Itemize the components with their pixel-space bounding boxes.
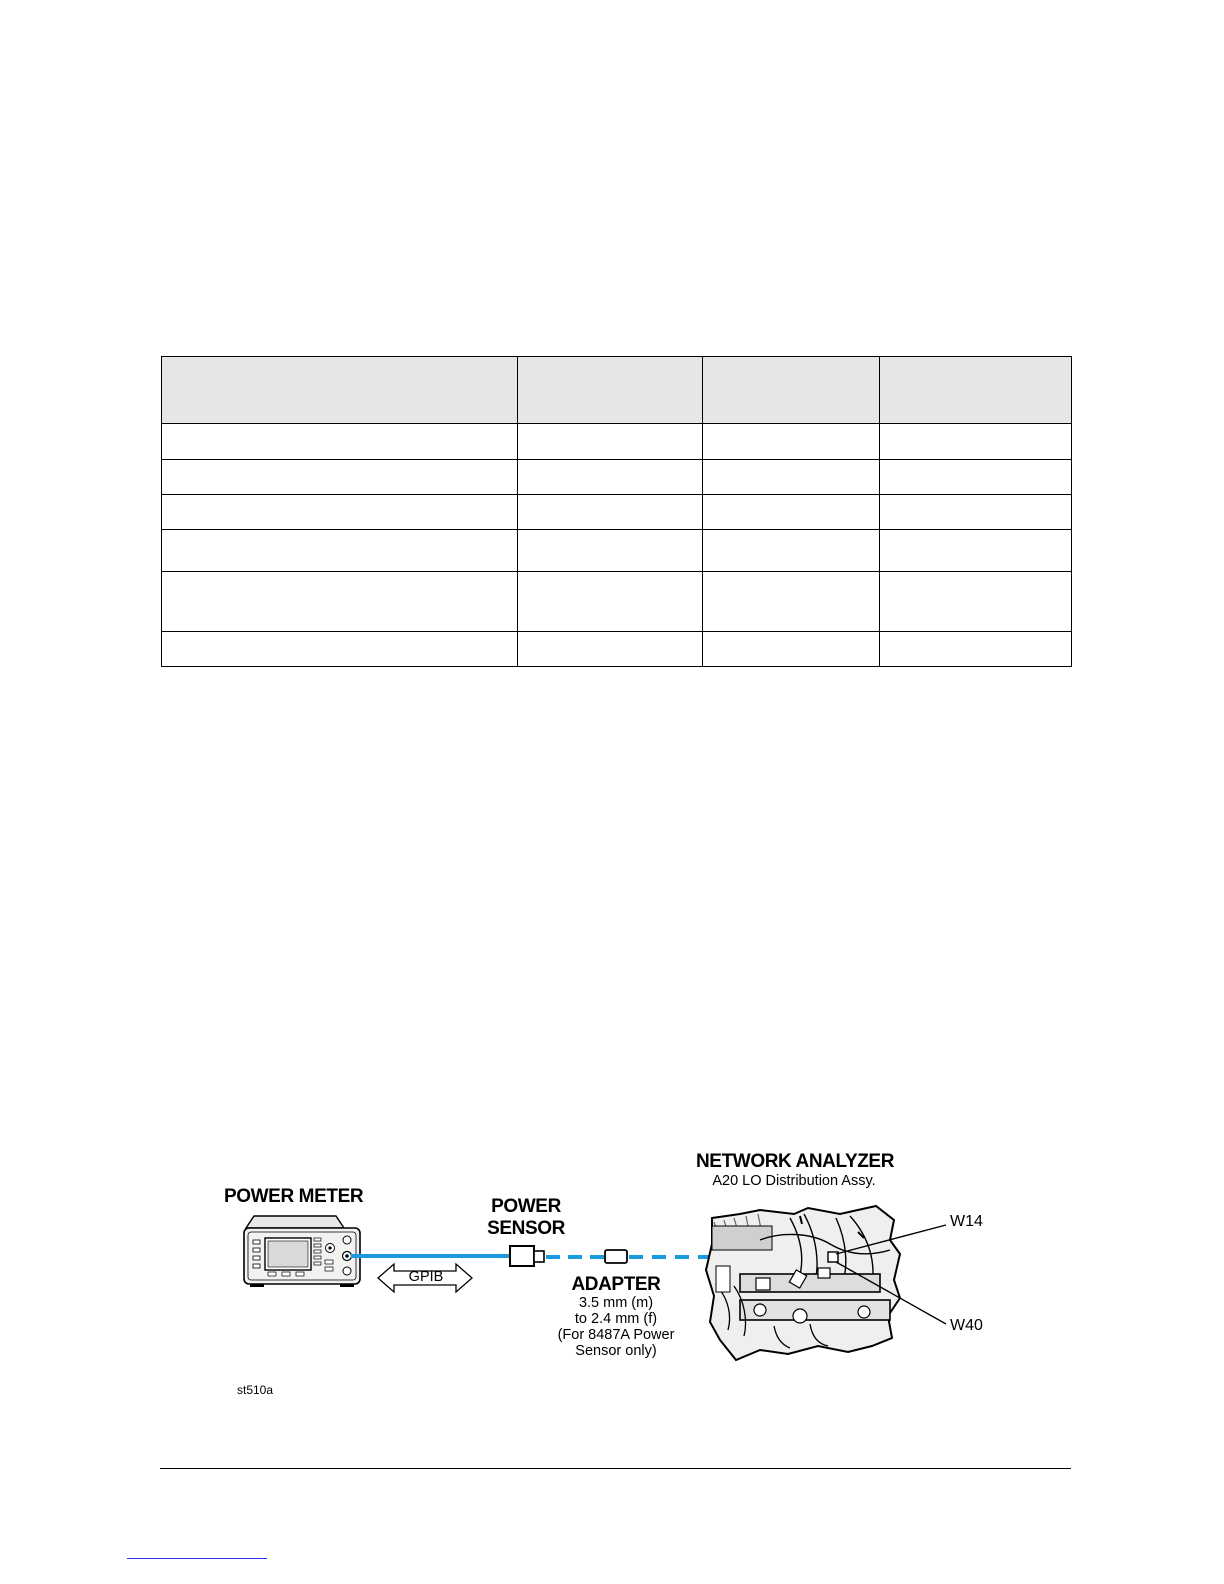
table-cell — [703, 530, 880, 572]
table-header-cell — [518, 357, 703, 424]
table-row — [162, 494, 1072, 529]
cable-w14-label: W14 — [950, 1213, 983, 1230]
cable-w40-label: W40 — [950, 1317, 983, 1334]
table-cell — [880, 424, 1072, 459]
spec-table — [161, 356, 1072, 667]
table-cell — [518, 424, 703, 459]
table-cell — [518, 530, 703, 572]
table-cell — [880, 572, 1072, 631]
adapter-detail-line3: (For 8487A Power — [557, 1327, 675, 1343]
table-cell — [880, 631, 1072, 666]
test-setup-figure — [200, 1140, 1000, 1410]
figure-id: st510a — [237, 1383, 274, 1397]
power-meter-icon — [244, 1216, 360, 1287]
network-analyzer-label: NETWORK ANALYZER — [695, 1151, 895, 1172]
table-cell — [518, 459, 703, 494]
power-sensor-label-line1: POWER — [491, 1196, 561, 1217]
table-cell — [518, 494, 703, 529]
adapter-icon — [605, 1250, 627, 1263]
table-cell — [162, 572, 518, 631]
adapter-label: ADAPTER — [571, 1274, 661, 1295]
table-cell — [518, 631, 703, 666]
power-sensor-icon — [510, 1246, 544, 1266]
table-cell — [703, 424, 880, 459]
footer-rule — [160, 1468, 1071, 1469]
table-cell — [162, 459, 518, 494]
table-row — [162, 530, 1072, 572]
table-cell — [518, 572, 703, 631]
table-row — [162, 459, 1072, 494]
power-meter-label: POWER METER — [224, 1186, 364, 1207]
table-cell — [162, 494, 518, 529]
table-header-row — [162, 357, 1072, 424]
power-sensor-label-line2: SENSOR — [487, 1218, 565, 1239]
table-cell — [703, 494, 880, 529]
table-header-cell — [703, 357, 880, 424]
table-row — [162, 572, 1072, 631]
table-row — [162, 631, 1072, 666]
table-cell — [880, 530, 1072, 572]
table-header-cell — [162, 357, 518, 424]
table-cell — [703, 572, 880, 631]
table-cell — [703, 459, 880, 494]
table-cell — [162, 631, 518, 666]
table-cell — [703, 631, 880, 666]
adapter-detail-line4: Sensor only) — [575, 1343, 657, 1359]
link-underline[interactable] — [127, 1558, 267, 1559]
adapter-detail-line2: to 2.4 mm (f) — [574, 1311, 658, 1327]
adapter-detail-line1: 3.5 mm (m) — [578, 1295, 654, 1311]
table-cell — [880, 494, 1072, 529]
table-cell — [162, 424, 518, 459]
table-row — [162, 424, 1072, 459]
network-analyzer-assembly-icon — [706, 1206, 900, 1360]
network-analyzer-sublabel: A20 LO Distribution Assy. — [712, 1173, 876, 1189]
table-cell — [162, 530, 518, 572]
table-header-cell — [880, 357, 1072, 424]
gpib-label: GPIB — [408, 1269, 444, 1285]
table-cell — [880, 459, 1072, 494]
